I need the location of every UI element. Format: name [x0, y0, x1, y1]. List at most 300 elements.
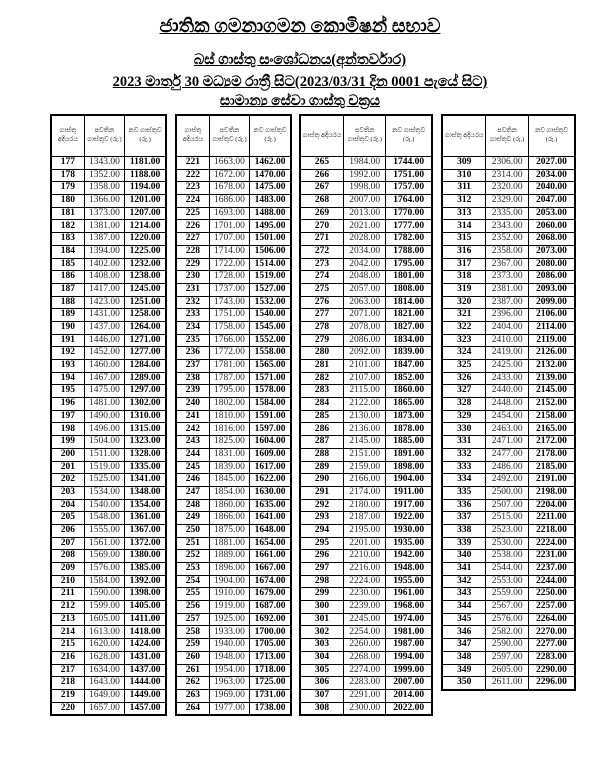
new-fare-cell: 2204.00 — [528, 499, 575, 512]
existing-fare-cell: 1686.00 — [209, 195, 249, 208]
stage-cell: 293 — [300, 512, 344, 525]
existing-fare-cell: 2448.00 — [486, 398, 529, 411]
existing-fare-cell: 2597.00 — [486, 651, 529, 664]
existing-fare-cell: 1534.00 — [84, 486, 124, 499]
stage-cell: 335 — [442, 486, 486, 499]
existing-fare-cell: 1358.00 — [84, 182, 124, 195]
existing-fare-cell: 1540.00 — [84, 499, 124, 512]
new-fare-cell: 1630.00 — [250, 486, 291, 499]
stage-cell: 225 — [176, 207, 209, 220]
fare-row — [51, 372, 166, 385]
stage-cell: 312 — [442, 195, 486, 208]
fare-row — [51, 537, 166, 550]
existing-fare-cell: 1889.00 — [209, 550, 249, 563]
fare-row — [300, 195, 432, 208]
existing-fare-cell: 1904.00 — [209, 575, 249, 588]
existing-fare-cell: 2195.00 — [344, 524, 386, 537]
fare-row — [442, 677, 575, 690]
existing-fare-cell: 1381.00 — [84, 220, 124, 233]
new-fare-cell: 1917.00 — [386, 499, 432, 512]
fare-row — [51, 334, 166, 347]
existing-fare-cell: 2582.00 — [486, 626, 529, 639]
new-fare-cell: 1315.00 — [125, 423, 166, 436]
new-fare-cell: 2283.00 — [528, 651, 575, 664]
fare-row — [442, 588, 575, 601]
existing-fare-cell: 1787.00 — [209, 372, 249, 385]
stage-cell: 189 — [51, 309, 84, 322]
fare-row — [176, 207, 291, 220]
stage-cell: 343 — [442, 588, 486, 601]
fare-row — [442, 461, 575, 474]
new-fare-cell: 1194.00 — [125, 182, 166, 195]
new-fare-cell: 2014.00 — [386, 689, 432, 702]
fare-row — [176, 436, 291, 449]
fare-row — [176, 372, 291, 385]
fare-row — [176, 245, 291, 258]
fare-row — [51, 474, 166, 487]
stage-cell: 342 — [442, 575, 486, 588]
new-fare-cell: 1201.00 — [125, 195, 166, 208]
new-fare-cell: 2264.00 — [528, 613, 575, 626]
existing-fare-cell: 1452.00 — [84, 347, 124, 360]
existing-fare-cell: 1423.00 — [84, 296, 124, 309]
stage-cell: 178 — [51, 169, 84, 182]
new-fare-cell: 1302.00 — [125, 398, 166, 411]
new-fare-cell: 1372.00 — [125, 537, 166, 550]
existing-fare-cell: 2477.00 — [486, 448, 529, 461]
existing-fare-cell: 2283.00 — [344, 677, 386, 690]
fare-row — [176, 588, 291, 601]
stage-cell: 273 — [300, 258, 344, 271]
stage-cell: 307 — [300, 689, 344, 702]
stage-cell: 240 — [176, 398, 209, 411]
fare-row — [51, 702, 166, 715]
existing-fare-cell: 1408.00 — [84, 271, 124, 284]
new-fare-cell: 2218.00 — [528, 524, 575, 537]
stage-cell: 201 — [51, 461, 84, 474]
fare-row — [176, 169, 291, 182]
stage-cell: 337 — [442, 512, 486, 525]
existing-fare-cell: 1511.00 — [84, 448, 124, 461]
fare-row — [51, 385, 166, 398]
fare-row — [300, 474, 432, 487]
new-fare-cell: 1814.00 — [386, 296, 432, 309]
existing-fare-cell: 2086.00 — [344, 334, 386, 347]
existing-fare-cell: 2553.00 — [486, 575, 529, 588]
stage-cell: 326 — [442, 372, 486, 385]
existing-fare-cell: 1854.00 — [209, 486, 249, 499]
new-fare-cell: 1258.00 — [125, 309, 166, 322]
stage-cell: 250 — [176, 524, 209, 537]
new-fare-cell: 1679.00 — [250, 588, 291, 601]
fare-row — [176, 626, 291, 639]
fare-row — [300, 410, 432, 423]
new-fare-cell: 1475.00 — [250, 182, 291, 195]
existing-fare-cell: 1561.00 — [84, 537, 124, 550]
new-fare-cell: 2237.00 — [528, 563, 575, 576]
fare-row — [442, 474, 575, 487]
new-fare-cell: 2270.00 — [528, 626, 575, 639]
stage-cell: 238 — [176, 372, 209, 385]
stage-cell: 186 — [51, 271, 84, 284]
fare-row — [51, 677, 166, 690]
stage-cell: 317 — [442, 258, 486, 271]
fare-row — [51, 283, 166, 296]
fare-row — [176, 321, 291, 334]
fare-row — [300, 550, 432, 563]
new-fare-cell: 2178.00 — [528, 448, 575, 461]
new-fare-cell: 2296.00 — [528, 677, 575, 690]
existing-fare-cell: 2034.00 — [344, 245, 386, 258]
fare-row — [442, 182, 575, 195]
fare-row — [442, 448, 575, 461]
fare-row — [300, 182, 432, 195]
stage-cell: 334 — [442, 474, 486, 487]
existing-fare-cell: 1940.00 — [209, 639, 249, 652]
fare-row — [442, 626, 575, 639]
existing-fare-cell: 1825.00 — [209, 436, 249, 449]
stage-cell: 241 — [176, 410, 209, 423]
existing-fare-cell: 1467.00 — [84, 372, 124, 385]
stage-cell: 306 — [300, 677, 344, 690]
new-fare-cell: 1687.00 — [250, 601, 291, 614]
fare-row — [51, 461, 166, 474]
new-fare-cell: 1354.00 — [125, 499, 166, 512]
fare-row — [442, 220, 575, 233]
fare-row — [300, 524, 432, 537]
existing-fare-cell: 1795.00 — [209, 385, 249, 398]
new-fare-cell: 1667.00 — [250, 563, 291, 576]
new-fare-cell: 2250.00 — [528, 588, 575, 601]
existing-fare-cell: 2216.00 — [344, 563, 386, 576]
fare-row — [176, 448, 291, 461]
new-fare-cell: 2257.00 — [528, 601, 575, 614]
fare-row — [51, 436, 166, 449]
fare-row — [51, 499, 166, 512]
existing-fare-cell: 2590.00 — [486, 639, 529, 652]
fare-row — [442, 651, 575, 664]
existing-fare-cell: 1992.00 — [344, 169, 386, 182]
stage-cell: 245 — [176, 461, 209, 474]
new-fare-cell: 1431.00 — [125, 651, 166, 664]
existing-fare-cell: 2291.00 — [344, 689, 386, 702]
stage-cell: 180 — [51, 195, 84, 208]
new-fare-cell: 1245.00 — [125, 283, 166, 296]
new-fare-cell: 2191.00 — [528, 474, 575, 487]
existing-fare-cell: 1657.00 — [84, 702, 124, 715]
new-fare-cell: 1367.00 — [125, 524, 166, 537]
fare-row — [176, 474, 291, 487]
new-fare-cell: 1725.00 — [250, 677, 291, 690]
stage-cell: 324 — [442, 347, 486, 360]
new-fare-cell: 2047.00 — [528, 195, 575, 208]
new-fare-cell: 1654.00 — [250, 537, 291, 550]
stage-cell: 257 — [176, 613, 209, 626]
existing-fare-cell: 1751.00 — [209, 309, 249, 322]
existing-fare-cell: 1743.00 — [209, 296, 249, 309]
fare-row — [176, 195, 291, 208]
existing-fare-cell: 2078.00 — [344, 321, 386, 334]
stage-cell: 185 — [51, 258, 84, 271]
existing-fare-cell: 1352.00 — [84, 169, 124, 182]
new-fare-cell: 2007.00 — [386, 677, 432, 690]
header-row — [176, 115, 291, 157]
new-fare-cell: 2114.00 — [528, 321, 575, 334]
new-fare-cell: 1385.00 — [125, 563, 166, 576]
new-fare-cell: 2165.00 — [528, 423, 575, 436]
stage-cell: 219 — [51, 689, 84, 702]
stage-cell: 260 — [176, 651, 209, 664]
stage-cell: 226 — [176, 220, 209, 233]
new-fare-cell: 1692.00 — [250, 613, 291, 626]
fare-row — [51, 588, 166, 601]
stage-cell: 339 — [442, 537, 486, 550]
existing-fare-cell: 1475.00 — [84, 385, 124, 398]
existing-fare-cell: 1366.00 — [84, 195, 124, 208]
fare-row — [51, 309, 166, 322]
existing-fare-cell: 2028.00 — [344, 233, 386, 246]
stage-cell: 196 — [51, 398, 84, 411]
fare-row — [300, 283, 432, 296]
existing-fare-column-header: පවතින ගාස්තුව (රු.) — [209, 115, 249, 157]
fare-row — [51, 626, 166, 639]
new-fare-cell: 2022.00 — [386, 702, 432, 715]
fare-row — [176, 639, 291, 652]
fare-row — [442, 601, 575, 614]
existing-fare-cell: 1437.00 — [84, 321, 124, 334]
new-fare-cell: 1437.00 — [125, 664, 166, 677]
stage-cell: 286 — [300, 423, 344, 436]
stage-cell: 277 — [300, 309, 344, 322]
existing-fare-cell: 2107.00 — [344, 372, 386, 385]
fare-row — [442, 169, 575, 182]
fare-row — [300, 258, 432, 271]
new-fare-cell: 1571.00 — [250, 372, 291, 385]
stage-cell: 308 — [300, 702, 344, 715]
fare-row — [442, 385, 575, 398]
existing-fare-cell: 2007.00 — [344, 195, 386, 208]
existing-fare-cell: 2515.00 — [486, 512, 529, 525]
new-fare-cell: 1545.00 — [250, 321, 291, 334]
existing-fare-cell: 1728.00 — [209, 271, 249, 284]
stage-cell: 299 — [300, 588, 344, 601]
new-fare-cell: 1834.00 — [386, 334, 432, 347]
stage-cell: 208 — [51, 550, 84, 563]
fare-row — [51, 575, 166, 588]
stage-cell: 267 — [300, 182, 344, 195]
fare-row — [300, 245, 432, 258]
fare-row — [300, 372, 432, 385]
stage-cell: 239 — [176, 385, 209, 398]
existing-fare-cell: 2210.00 — [344, 550, 386, 563]
stage-cell: 290 — [300, 474, 344, 487]
existing-fare-cell: 1620.00 — [84, 639, 124, 652]
existing-fare-cell: 2500.00 — [486, 486, 529, 499]
new-fare-cell: 1418.00 — [125, 626, 166, 639]
fare-row — [442, 486, 575, 499]
new-fare-cell: 1501.00 — [250, 233, 291, 246]
existing-fare-cell: 2159.00 — [344, 461, 386, 474]
fare-row — [176, 524, 291, 537]
existing-fare-cell: 2410.00 — [486, 334, 529, 347]
stage-cell: 346 — [442, 626, 486, 639]
fare-row — [300, 157, 432, 170]
stage-cell: 202 — [51, 474, 84, 487]
stage-cell: 197 — [51, 410, 84, 423]
stage-cell: 268 — [300, 195, 344, 208]
stage-cell: 227 — [176, 233, 209, 246]
stage-cell: 345 — [442, 613, 486, 626]
new-fare-cell: 1424.00 — [125, 639, 166, 652]
stage-cell: 253 — [176, 563, 209, 576]
stage-cell: 276 — [300, 296, 344, 309]
existing-fare-cell: 2151.00 — [344, 448, 386, 461]
stage-cell: 318 — [442, 271, 486, 284]
stage-column-header: ගාස්තු අදියරය — [442, 115, 486, 157]
fare-row — [442, 537, 575, 550]
new-fare-cell: 2106.00 — [528, 309, 575, 322]
stage-cell: 193 — [51, 360, 84, 373]
existing-fare-cell: 2230.00 — [344, 588, 386, 601]
existing-fare-cell: 2471.00 — [486, 436, 529, 449]
new-fare-column-header: නව ගාස්තුව (රු.) — [125, 115, 166, 157]
existing-fare-cell: 2260.00 — [344, 639, 386, 652]
stage-cell: 264 — [176, 702, 209, 715]
stage-cell: 237 — [176, 360, 209, 373]
new-fare-cell: 2027.00 — [528, 157, 575, 170]
fare-table-4-body — [442, 157, 575, 690]
new-fare-cell: 2277.00 — [528, 639, 575, 652]
fare-row — [176, 601, 291, 614]
stage-cell: 230 — [176, 271, 209, 284]
existing-fare-cell: 2136.00 — [344, 423, 386, 436]
fare-row — [176, 563, 291, 576]
fare-row — [51, 689, 166, 702]
existing-fare-cell: 2071.00 — [344, 309, 386, 322]
new-fare-column-header: නව ගාස්තුව (රු.) — [386, 115, 432, 157]
existing-fare-cell: 2396.00 — [486, 309, 529, 322]
fare-row — [300, 588, 432, 601]
new-fare-cell: 1348.00 — [125, 486, 166, 499]
stage-cell: 288 — [300, 448, 344, 461]
existing-fare-cell: 2387.00 — [486, 296, 529, 309]
fare-row — [442, 258, 575, 271]
stage-cell: 327 — [442, 385, 486, 398]
stage-cell: 300 — [300, 601, 344, 614]
stage-cell: 272 — [300, 245, 344, 258]
stage-cell: 203 — [51, 486, 84, 499]
fare-row — [176, 347, 291, 360]
fare-table-4 — [441, 114, 576, 691]
new-fare-cell: 2099.00 — [528, 296, 575, 309]
fare-row — [442, 347, 575, 360]
fare-row — [442, 575, 575, 588]
fare-row — [442, 296, 575, 309]
fare-row — [176, 512, 291, 525]
stage-cell: 262 — [176, 677, 209, 690]
stage-cell: 195 — [51, 385, 84, 398]
existing-fare-cell: 1343.00 — [84, 157, 124, 170]
stage-cell: 349 — [442, 664, 486, 677]
existing-fare-cell: 1810.00 — [209, 410, 249, 423]
existing-fare-cell: 1584.00 — [84, 575, 124, 588]
stage-cell: 301 — [300, 613, 344, 626]
existing-fare-cell: 1963.00 — [209, 677, 249, 690]
existing-fare-cell: 2245.00 — [344, 613, 386, 626]
new-fare-cell: 1617.00 — [250, 461, 291, 474]
stage-cell: 344 — [442, 601, 486, 614]
new-fare-cell: 1788.00 — [386, 245, 432, 258]
fare-row — [442, 283, 575, 296]
new-fare-cell: 1865.00 — [386, 398, 432, 411]
fare-row — [176, 461, 291, 474]
existing-fare-cell: 1634.00 — [84, 664, 124, 677]
fare-table-1 — [50, 114, 167, 716]
stage-cell: 330 — [442, 423, 486, 436]
fare-row — [51, 398, 166, 411]
new-fare-cell: 1578.00 — [250, 385, 291, 398]
fare-row — [51, 423, 166, 436]
existing-fare-cell: 1373.00 — [84, 207, 124, 220]
stage-cell: 214 — [51, 626, 84, 639]
stage-cell: 287 — [300, 436, 344, 449]
fare-row — [300, 677, 432, 690]
fare-row — [51, 207, 166, 220]
fare-row — [176, 360, 291, 373]
stage-cell: 331 — [442, 436, 486, 449]
existing-fare-cell: 2063.00 — [344, 296, 386, 309]
stage-cell: 284 — [300, 398, 344, 411]
new-fare-cell: 1392.00 — [125, 575, 166, 588]
stage-cell: 302 — [300, 626, 344, 639]
stage-cell: 207 — [51, 537, 84, 550]
existing-fare-cell: 1605.00 — [84, 613, 124, 626]
stage-cell: 199 — [51, 436, 84, 449]
new-fare-cell: 1922.00 — [386, 512, 432, 525]
existing-fare-cell: 2381.00 — [486, 283, 529, 296]
existing-fare-cell: 2492.00 — [486, 474, 529, 487]
existing-fare-cell: 2057.00 — [344, 283, 386, 296]
fare-row — [300, 423, 432, 436]
existing-fare-cell: 1772.00 — [209, 347, 249, 360]
new-fare-cell: 2185.00 — [528, 461, 575, 474]
new-fare-cell: 1911.00 — [386, 486, 432, 499]
existing-fare-cell: 2538.00 — [486, 550, 529, 563]
fare-row — [51, 524, 166, 537]
new-fare-cell: 2040.00 — [528, 182, 575, 195]
existing-fare-cell: 1490.00 — [84, 410, 124, 423]
existing-fare-cell: 2544.00 — [486, 563, 529, 576]
new-fare-cell: 1827.00 — [386, 321, 432, 334]
existing-fare-cell: 1394.00 — [84, 245, 124, 258]
new-fare-cell: 1847.00 — [386, 360, 432, 373]
stage-cell: 269 — [300, 207, 344, 220]
stage-cell: 261 — [176, 664, 209, 677]
stage-cell: 191 — [51, 334, 84, 347]
stage-cell: 347 — [442, 639, 486, 652]
existing-fare-cell: 1402.00 — [84, 258, 124, 271]
stage-cell: 274 — [300, 271, 344, 284]
existing-fare-cell: 2048.00 — [344, 271, 386, 284]
fare-row — [176, 575, 291, 588]
fare-row — [300, 207, 432, 220]
stage-cell: 319 — [442, 283, 486, 296]
stage-cell: 210 — [51, 575, 84, 588]
fare-row — [442, 372, 575, 385]
existing-fare-cell: 1555.00 — [84, 524, 124, 537]
header-row — [300, 115, 432, 157]
fare-row — [442, 245, 575, 258]
